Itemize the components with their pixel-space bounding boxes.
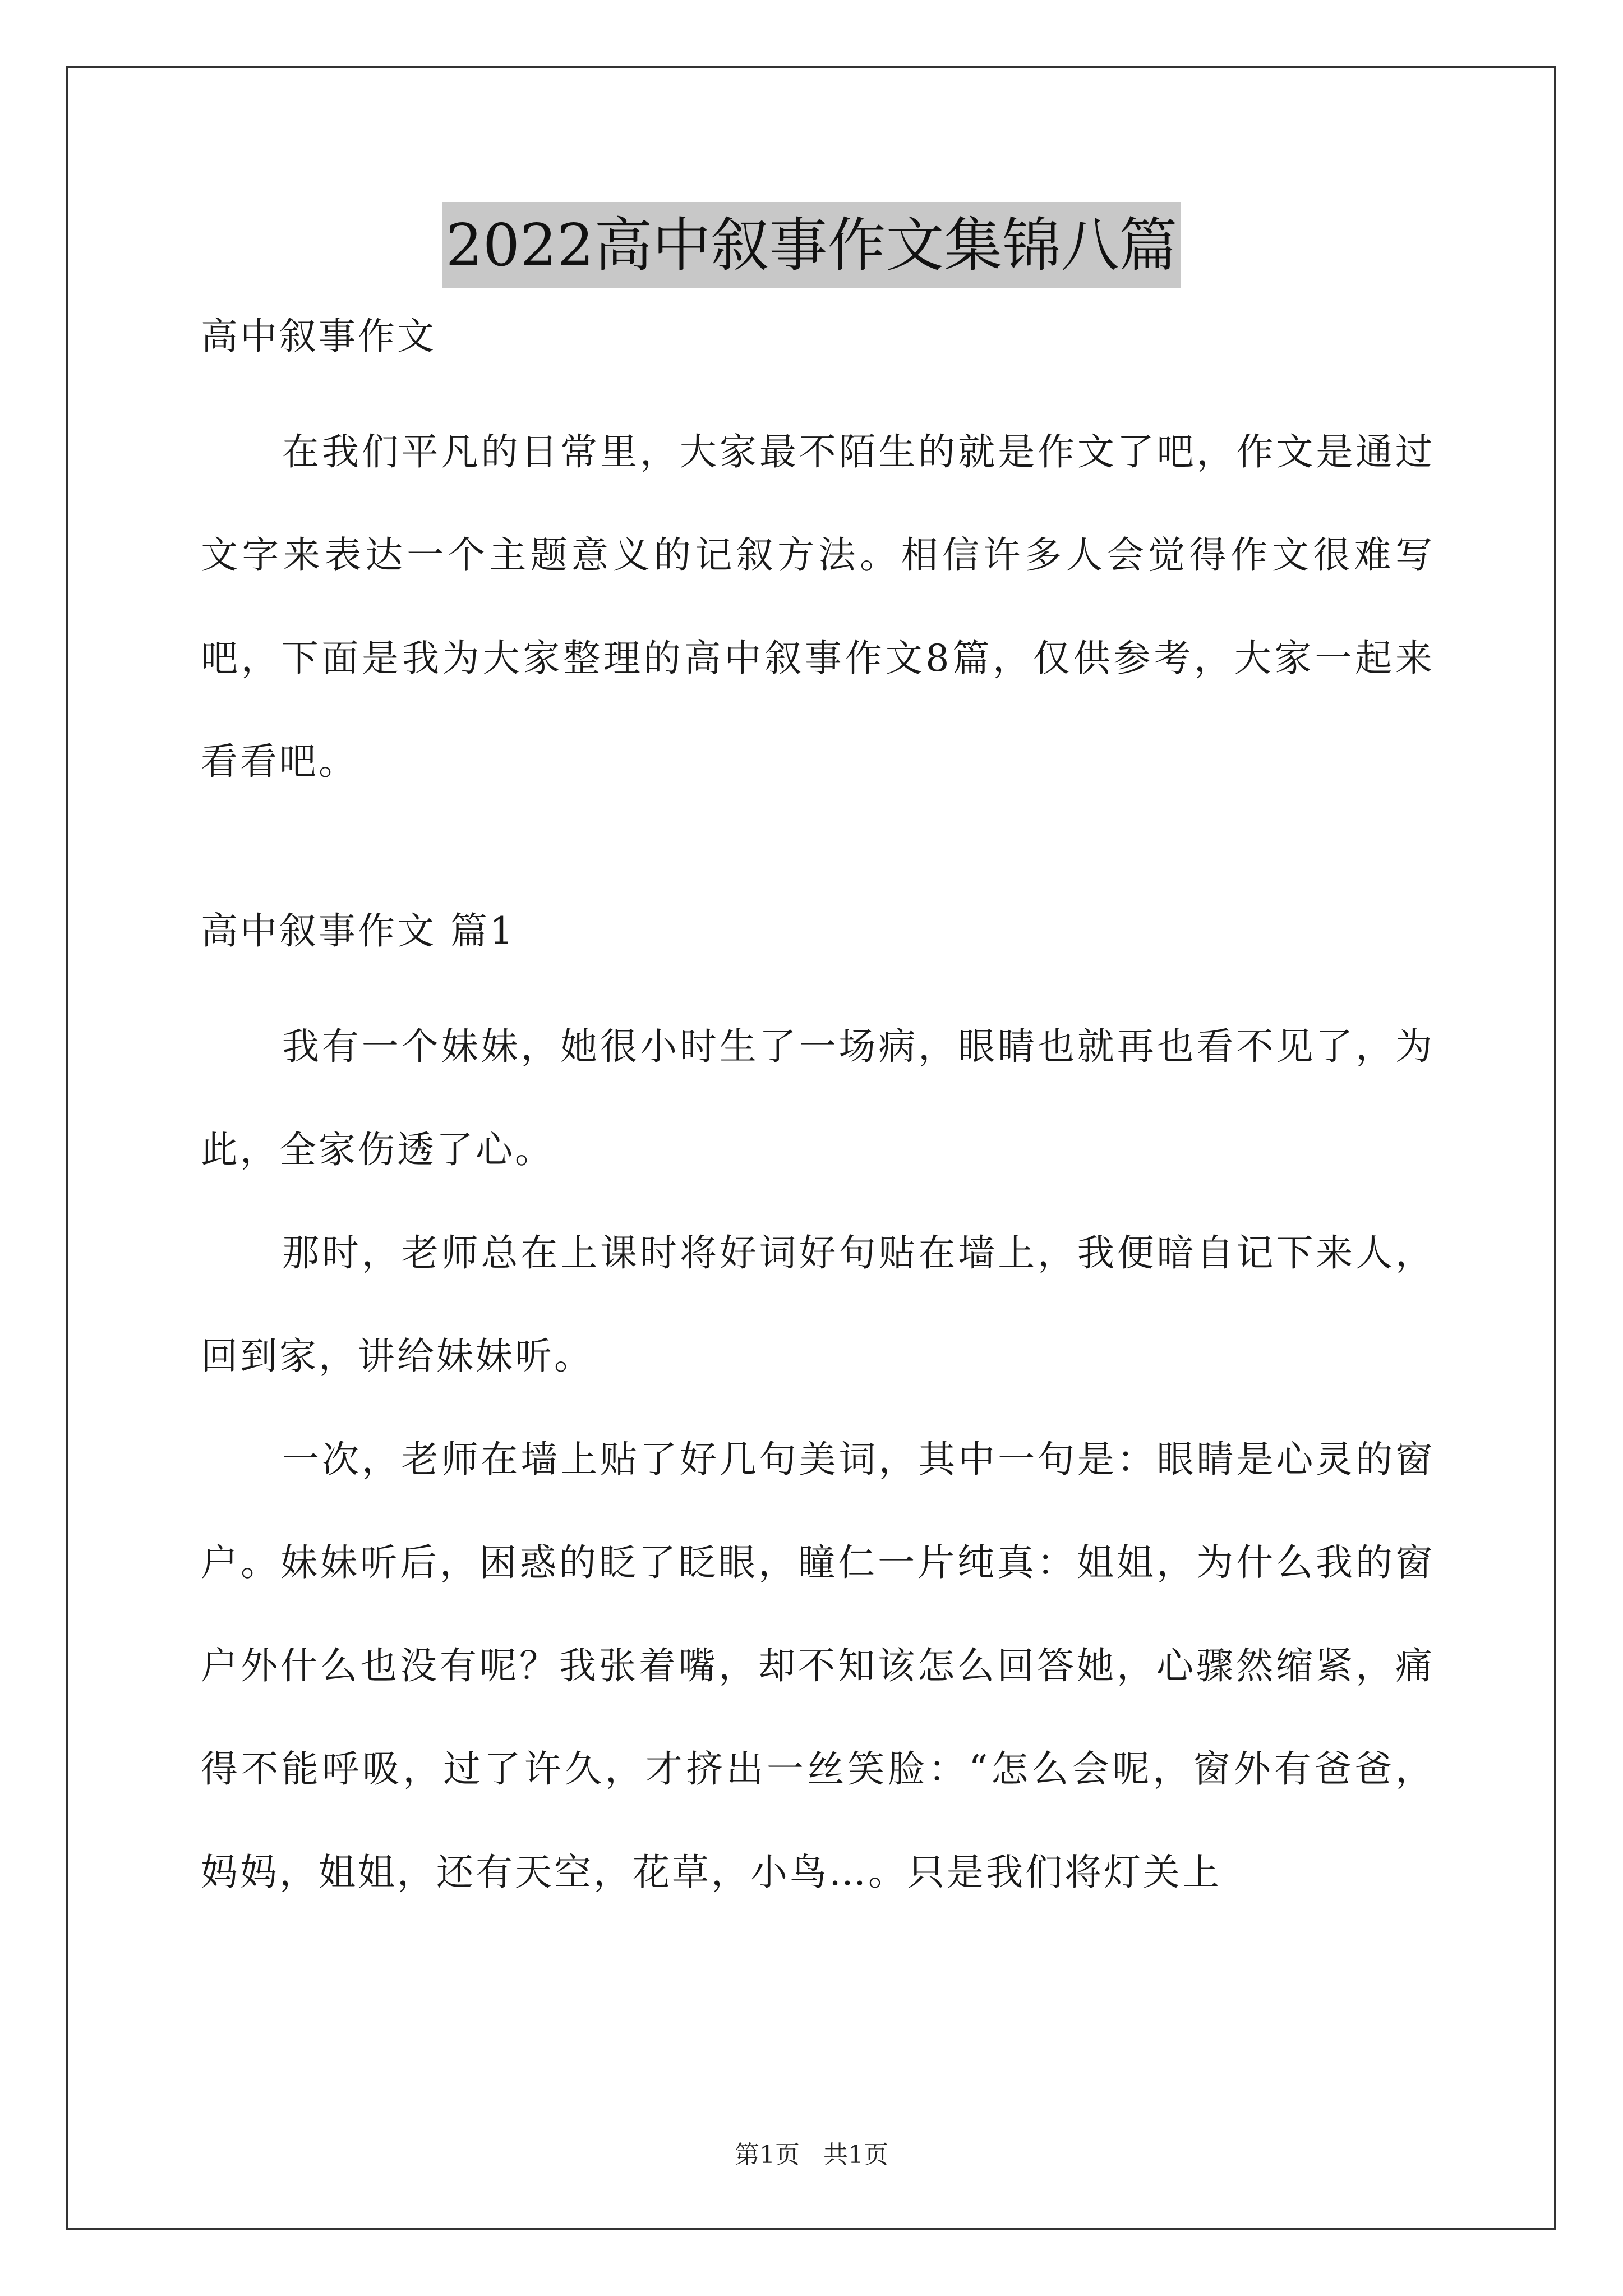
essay-paragraph-1: 我有一个妹妹，她很小时生了一场病，眼睛也就再也看不见了，为此，全家伤透了心。 <box>201 1025 1435 1171</box>
document-title: 2022高中叙事作文集锦八篇 <box>442 202 1181 288</box>
essay-paragraph-3: 一次，老师在墙上贴了好几句美词，其中一句是：眼睛是心灵的窗户。妹妹听后，困惑的眨了眨眼，瞳仁一片纯真：姐姐，为什么我的窗户外什么也没有呢？我张着嘴，却不知该怎么回答她，心骤然缩紧，痛得不能呼吸，过了许久，才挤出一丝笑脸：“怎么会呢，窗外有爸爸，妈妈，姐姐，还有天空，花草，小鸟…。只是我们将灯关上 <box>201 1438 1435 1894</box>
document-body <box>201 314 1435 1924</box>
page-total: 共1页 <box>823 2141 888 2169</box>
page-number: 第1页 <box>735 2141 800 2169</box>
title-wrap <box>0 202 1623 288</box>
intro-paragraph: 在我们平凡的日常里，大家最不陌生的就是作文了吧，作文是通过文字来表达一个主题意义的记叙方法。相信许多人会觉得作文很难写吧，下面是我为大家整理的高中叙事作文8篇，仅供参考，大家一起来看看吧。 <box>201 430 1435 783</box>
essay-paragraph-2: 那时，老师总在上课时将好词好句贴在墙上，我便暗自记下来人，回到家，讲给妹妹听。 <box>201 1231 1435 1378</box>
page-footer <box>0 2134 1623 2170</box>
section-heading-intro: 高中叙事作文 <box>201 315 436 358</box>
section-heading-1: 高中叙事作文 篇1 <box>201 909 515 953</box>
